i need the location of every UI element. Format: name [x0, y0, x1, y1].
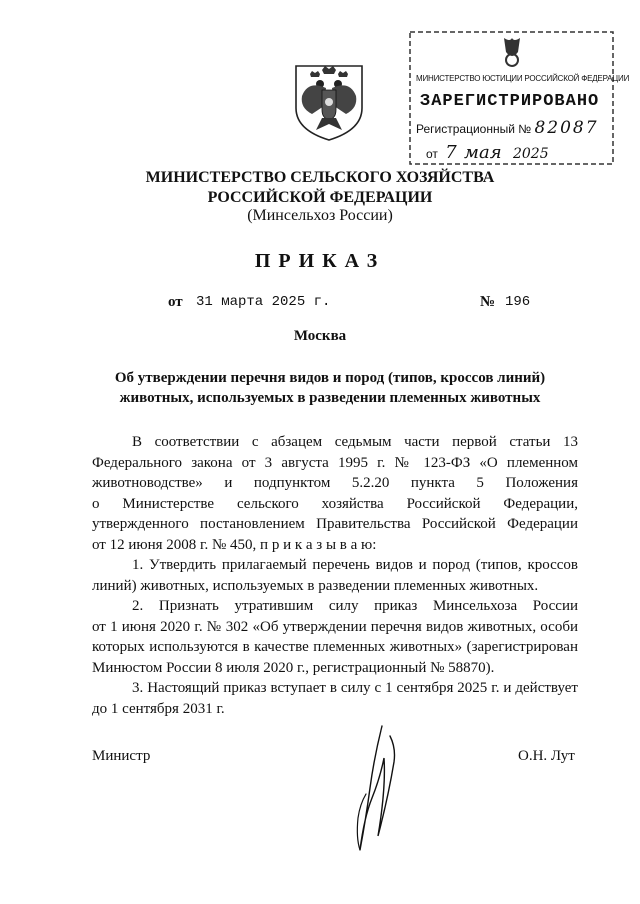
preamble-line: о Министерстве сельского хозяйства Российской Федерации, — [92, 495, 578, 512]
item1-last-line: линий) животных, используемых в разведении племенных животных. — [92, 577, 539, 594]
preamble-paragraph — [92, 432, 578, 555]
document-date: 31 марта 2025 г. — [196, 294, 331, 310]
subject-line2: животных, используемых в разведении племенных животных — [119, 390, 541, 406]
item2-line: которых используются в качестве племенных животных» (зарегистрирован — [92, 639, 578, 655]
stamp-date-day: 7 — [445, 142, 457, 163]
item2-last-line: Минюстом России 8 июля 2020 г., регистрационный № 58870). — [92, 659, 495, 676]
registration-stamp — [408, 30, 630, 166]
item3-last-line: до 1 сентября 2031 г. — [92, 700, 225, 717]
stamp-status: ЗАРЕГИСТРИРОВАНО — [420, 92, 600, 111]
preamble-line: утвержденного постановлением Правительства Российской Федерации — [92, 516, 578, 532]
signatory-title: Министр — [92, 748, 151, 764]
ministry-name-line1: МИНИСТЕРСТВО СЕЛЬСКОГО ХОЗЯЙСТВА — [145, 169, 495, 186]
document-subject — [100, 368, 560, 408]
order-word: п р и к а з ы в а ю: — [260, 536, 377, 553]
item3-line: 3. Настоящий приказ вступает в силу с 1 сентября 2025 г. и действует — [132, 680, 578, 696]
number-label: № — [480, 294, 496, 310]
document-type-title: ПРИКАЗ — [254, 250, 386, 272]
coat-of-arms-emblem — [288, 62, 370, 142]
preamble-last-text: от 12 июня 2008 г. № 450, — [92, 536, 257, 553]
stamp-ministry: МИНИСТЕРСТВО ЮСТИЦИИ РОССИЙСКОЙ ФЕДЕРАЦИИ — [416, 74, 630, 83]
order-item-2 — [92, 596, 578, 678]
preamble-line: Федерального закона от 3 августа 1995 г. № 123-ФЗ «О племенном — [92, 454, 578, 471]
stamp-date-year: 2025 — [512, 146, 549, 162]
ministry-name-line2: РОССИЙСКОЙ ФЕДЕРАЦИИ — [207, 189, 433, 206]
order-item-1 — [92, 555, 578, 596]
signatory-name: О.Н. Лут — [518, 748, 575, 764]
subject-line1: Об утверждении перечня видов и пород (типов, кроссов линий) — [114, 370, 546, 386]
stamp-reg-label: Регистрационный № — [416, 122, 532, 136]
stamp-reg-row — [416, 118, 599, 138]
handwritten-signature — [330, 718, 420, 858]
order-item-3 — [92, 678, 578, 719]
preamble-line: животноводстве» и подпунктом 5.2.20 пункта 5 Положения — [92, 475, 578, 491]
item1-line: 1. Утвердить прилагаемый перечень видов и пород (типов, кроссов — [132, 557, 578, 573]
stamp-date-month: мая — [464, 142, 502, 163]
stamp-date-prefix: от — [426, 147, 438, 161]
stamp-date-row — [426, 142, 549, 163]
stamp-reg-number: 82087 — [534, 118, 599, 138]
item2-line: от 1 июня 2020 г. № 302 «Об утверждении перечня видов животных, особи — [92, 618, 578, 635]
item2-line: 2. Признать утратившим силу приказ Минсельхоза России — [132, 598, 578, 614]
preamble-line: В соответствии с абзацем седьмым части первой статьи 13 — [132, 434, 578, 450]
preamble-last-line — [92, 535, 578, 556]
ministry-short-name: (Минсельхоз России) — [247, 207, 393, 224]
document-number: 196 — [505, 294, 531, 310]
city: Москва — [293, 328, 347, 344]
date-prefix: от — [168, 294, 183, 310]
